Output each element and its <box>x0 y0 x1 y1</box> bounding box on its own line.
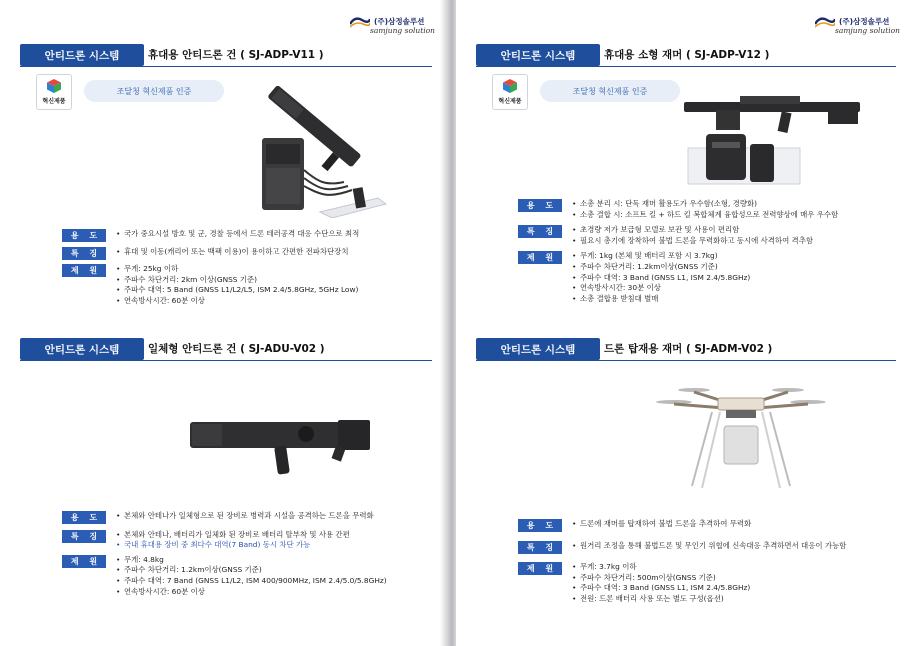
label-specs: 제 원 <box>62 555 106 568</box>
product-title: 일체형 안티드론 건 ( SJ-ADU-V02 ) <box>148 343 325 355</box>
wave-logo-icon <box>350 16 370 28</box>
spec-item: • 연속방사시간: 60분 이상 <box>116 296 359 307</box>
label-usage: 용 도 <box>62 511 106 524</box>
spec-item: • 소총 결합 시: 소프트 킬 + 하드 킬 복합체계 융합성으로 전력향상에 매우 우수함 <box>572 210 838 221</box>
product-title: 드론 탑재용 재머 ( SJ-ADM-V02 ) <box>604 343 773 355</box>
spec-rows <box>62 229 359 311</box>
spec-item: • 휴대 및 이동(캐리어 또는 백팩 이용)이 용이하고 간편한 전파차단장치 <box>116 247 359 258</box>
header-underline <box>476 360 896 361</box>
company-logo <box>350 14 435 36</box>
innovation-cube-icon <box>502 78 518 94</box>
spec-item: • 주파수 차단거리: 1.2km이상(GNSS 기준) <box>572 262 838 273</box>
label-usage: 용 도 <box>518 199 562 212</box>
section-header <box>0 338 448 362</box>
spec-item: • 연속방사시간: 30분 이상 <box>572 283 838 294</box>
product-section-adm-v02 <box>456 338 913 603</box>
rifle-jammer-photo <box>680 88 864 188</box>
spec-row-usage <box>518 199 838 220</box>
label-specs: 제 원 <box>518 562 562 575</box>
spec-item: • 주파수 차단거리: 2km 이상(GNSS 기준) <box>116 275 359 286</box>
innovation-cube-icon <box>46 78 62 94</box>
section-header <box>456 338 913 362</box>
company-name-kr: (주)삼정솔루션 <box>839 17 890 26</box>
spec-item: • 연속방사시간: 60분 이상 <box>116 587 387 598</box>
spec-row-usage <box>62 229 359 240</box>
spec-item: • 원거리 조정을 통해 불법드론 및 무인기 위협에 신속대응 추격하면서 대응이 가능함 <box>572 541 846 552</box>
product-title: 휴대용 소형 재머 ( SJ-ADP-V12 ) <box>604 49 770 61</box>
spec-item: • 무게: 25kg 이하 <box>116 264 359 275</box>
spec-item: • 초경량 저가 보급형 모델로 보관 및 사용이 편리함 <box>572 225 838 236</box>
system-tag: 안티드론 시스템 <box>476 338 600 360</box>
spec-row-specs <box>518 562 846 604</box>
spec-item: • 필요시 총기에 장착하여 불법 드론을 무력화하고 동시에 사격하여 격추함 <box>572 236 838 247</box>
system-tag: 안티드론 시스템 <box>20 44 144 66</box>
spec-rows <box>518 199 838 308</box>
spec-row-usage <box>518 519 846 530</box>
system-tag: 안티드론 시스템 <box>20 338 144 360</box>
spec-row-feature <box>62 530 387 551</box>
system-tag: 안티드론 시스템 <box>476 44 600 66</box>
spec-row-specs <box>62 264 359 306</box>
label-usage: 용 도 <box>62 229 106 242</box>
innovation-badge <box>36 74 72 110</box>
right-page <box>456 0 913 646</box>
spec-rows <box>518 519 846 609</box>
product-section-adu-v02 <box>0 338 448 596</box>
spec-item: • 소총 분리 시: 단독 재머 활용도가 우수함(소형, 경량화) <box>572 199 838 210</box>
company-name-en: samjung solution <box>370 26 435 35</box>
spec-item: • 주파수 대역: 5 Band (GNSS L1/L2/L5, ISM 2.4/5.8GHz, 5GHz Low) <box>116 285 359 296</box>
spec-row-usage <box>62 511 387 522</box>
company-name-en: samjung solution <box>835 26 900 35</box>
badge-label: 혁신제품 <box>498 98 522 105</box>
spec-rows <box>62 511 387 601</box>
section-header <box>456 44 913 68</box>
badge-label: 혁신제품 <box>42 98 66 105</box>
spec-item: • 주파수 대역: 7 Band (GNSS L1/L2, ISM 400/900MHz, ISM 2.4/5.0/5.8GHz) <box>116 576 387 587</box>
spec-item: • 무게: 1kg (본체 및 배터리 포함 시 3.7kg) <box>572 251 838 262</box>
spec-row-specs <box>518 251 838 304</box>
label-feature: 특 징 <box>518 541 562 554</box>
spec-item: • 주파수 차단거리: 1.2km이상(GNSS 기준) <box>116 565 387 576</box>
header-underline <box>20 360 432 361</box>
label-feature: 특 징 <box>62 247 106 260</box>
integrated-gun-photo <box>188 416 374 476</box>
spec-item: • 주파수 대역: 3 Band (GNSS L1, ISM 2.4/5.8GHz) <box>572 273 838 284</box>
section-header <box>0 44 448 68</box>
spec-item: • 국가 중요시설 방호 및 군, 경찰 등에서 드론 테러공격 대응 수단으로 최적 <box>116 229 359 240</box>
certification-pill: 조달청 혁신제품 인증 <box>84 80 224 102</box>
spec-item-highlight: • 국내 휴대용 장비 중 최다수 대역(7 Band) 동시 차단 가능 <box>116 540 387 551</box>
spec-row-feature <box>62 247 359 258</box>
left-page <box>0 0 448 646</box>
spec-row-specs <box>62 555 387 597</box>
header-underline <box>20 66 432 67</box>
label-specs: 제 원 <box>62 264 106 277</box>
product-section-adp-v11 <box>0 44 448 305</box>
company-logo <box>815 14 900 36</box>
company-name-kr: (주)삼정솔루션 <box>374 17 425 26</box>
spec-item: • 전원: 드론 배터리 사용 또는 별도 구성(옵션) <box>572 594 846 605</box>
drone-jammer-photo <box>654 382 828 494</box>
spec-item: • 본체와 안테나, 배터리가 일체화 된 장비로 배터리 탈부착 및 사용 간편 <box>116 530 387 541</box>
label-feature: 특 징 <box>62 530 106 543</box>
product-title: 휴대용 안티드론 건 ( SJ-ADP-V11 ) <box>148 49 324 61</box>
spec-row-feature <box>518 541 846 552</box>
spec-item: • 소총 결합용 받침대 별매 <box>572 294 838 305</box>
spec-item: • 주파수 대역: 3 Band (GNSS L1, ISM 2.4/5.8GHz) <box>572 583 846 594</box>
wave-logo-icon <box>815 16 835 28</box>
label-usage: 용 도 <box>518 519 562 532</box>
product-section-adp-v12 <box>456 44 913 303</box>
anti-drone-gun-photo <box>248 86 394 218</box>
label-specs: 제 원 <box>518 251 562 264</box>
spec-row-feature <box>518 225 838 246</box>
certification-pill: 조달청 혁신제품 인증 <box>540 80 680 102</box>
header-underline <box>476 66 896 67</box>
label-feature: 특 징 <box>518 225 562 238</box>
spec-item: • 무게: 4.8kg <box>116 555 387 566</box>
spec-item: • 드론에 재머를 탑재하여 불법 드론을 추격하여 무력화 <box>572 519 846 530</box>
spec-item: • 주파수 차단거리: 500m이상(GNSS 기준) <box>572 573 846 584</box>
innovation-badge <box>492 74 528 110</box>
spec-item: • 무게: 3.7kg 이하 <box>572 562 846 573</box>
spec-item: • 본체와 안테나가 일체형으로 된 장비로 병력과 시설을 공격하는 드론을 무력화 <box>116 511 387 522</box>
